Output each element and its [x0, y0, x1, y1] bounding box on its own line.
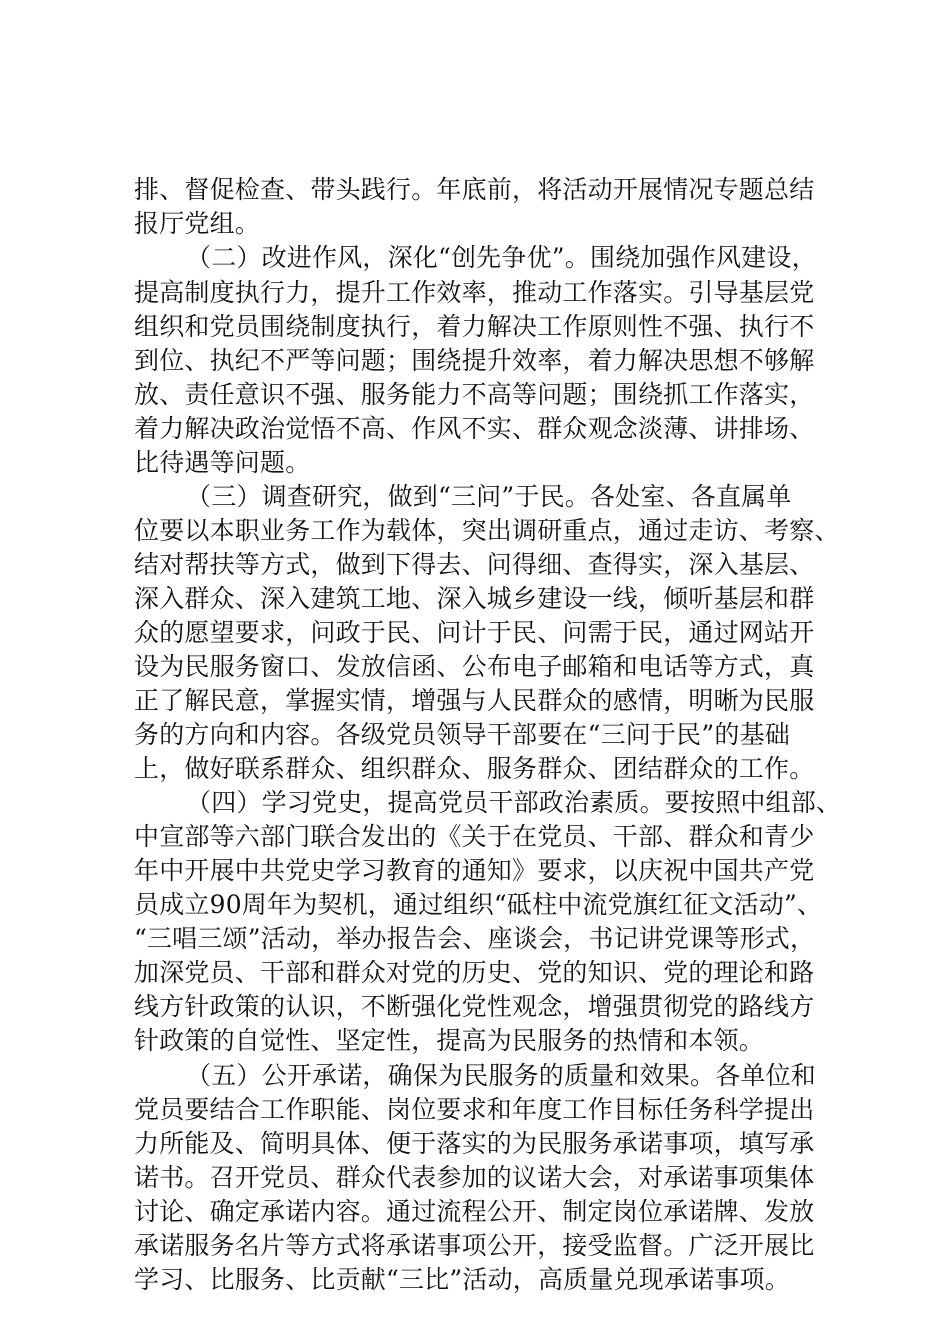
paragraph-start-line: （五）公开承诺，确保为民服务的质量和效果。各单位和	[186, 1061, 817, 1090]
body-line: 学习、比服务、比贡献“三比”活动，高质量兑现承诺事项。	[134, 1265, 790, 1294]
body-line: 深入群众、深入建筑工地、深入城乡建设一线，倾听基层和群	[134, 584, 815, 613]
body-line: 力所能及、简明具体、便于落实的为民服务承诺事项，填写承	[134, 1129, 815, 1158]
body-line: 正了解民意，掌握实情，增强与人民群众的感情，明晰为民服	[134, 686, 815, 715]
body-line: 排、督促检查、带头践行。年底前，将活动开展情况专题总结	[134, 175, 815, 204]
body-line: 报厅党组。	[134, 209, 261, 238]
body-line: 组织和党员围绕制度执行，着力解决工作原则性不强、执行不	[134, 312, 815, 341]
body-line: 承诺服务名片等方式将承诺事项公开，接受监督。广泛开展比	[134, 1231, 815, 1260]
body-line: 中宣部等六部门联合发出的《关于在党员、干部、群众和青少	[134, 822, 815, 851]
body-line: 线方针政策的认识，不断强化党性观念，增强贯彻党的路线方	[134, 992, 815, 1021]
paragraph-start-line: （二）改进作风，深化“创先争优”。围绕加强作风建设，	[186, 243, 817, 272]
body-line: 诺书。召开党员、群众代表参加的议诺大会，对承诺事项集体	[134, 1163, 815, 1192]
body-line: 位要以本职业务工作为载体，突出调研重点，通过走访、考察、	[134, 516, 840, 545]
paragraph-start-line: （四）学习党史，提高党员干部政治素质。要按照中组部、	[186, 788, 842, 817]
body-line: 加深党员、干部和群众对党的历史、党的知识、党的理论和路	[134, 958, 815, 987]
body-line: 上，做好联系群众、组织群众、服务群众、团结群众的工作。	[134, 754, 815, 783]
body-line: 着力解决政治觉悟不高、作风不实、群众观念淡薄、讲排场、	[134, 414, 815, 443]
body-line: 众的愿望要求，问政于民、问计于民、问需于民，通过网站开	[134, 618, 815, 647]
body-line: 结对帮扶等方式，做到下得去、问得细、查得实，深入基层、	[134, 550, 815, 579]
body-line: 提高制度执行力，提升工作效率，推动工作落实。引导基层党	[134, 278, 815, 307]
body-line: 放、责任意识不强、服务能力不高等问题；围绕抓工作落实，	[134, 380, 815, 409]
body-line: 务的方向和内容。各级党员领导干部要在“三问于民”的基础	[134, 720, 790, 749]
body-line: 员成立90周年为契机，通过组织“砥柱中流党旗红征文活动”、	[134, 890, 823, 919]
body-line: 到位、执纪不严等问题；围绕提升效率，着力解决思想不够解	[134, 346, 815, 375]
body-line: 设为民服务窗口、发放信函、公布电子邮箱和电话等方式，真	[134, 652, 815, 681]
body-line: 讨论、确定承诺内容。通过流程公开、制定岗位承诺牌、发放	[134, 1197, 815, 1226]
body-line: 针政策的自觉性、坚定性，提高为民服务的热情和本领。	[134, 1026, 765, 1055]
body-line: “三唱三颂”活动，举办报告会、座谈会，书记讲党课等形式，	[134, 924, 816, 953]
body-line: 年中开展中共党史学习教育的通知》要求，以庆祝中国共产党	[134, 856, 815, 885]
paragraph-start-line: （三）调查研究，做到“三问”于民。各处室、各直属单	[186, 482, 792, 511]
body-line: 比待遇等问题。	[134, 448, 311, 477]
body-line: 党员要结合工作职能、岗位要求和年度工作目标任务科学提出	[134, 1095, 815, 1124]
